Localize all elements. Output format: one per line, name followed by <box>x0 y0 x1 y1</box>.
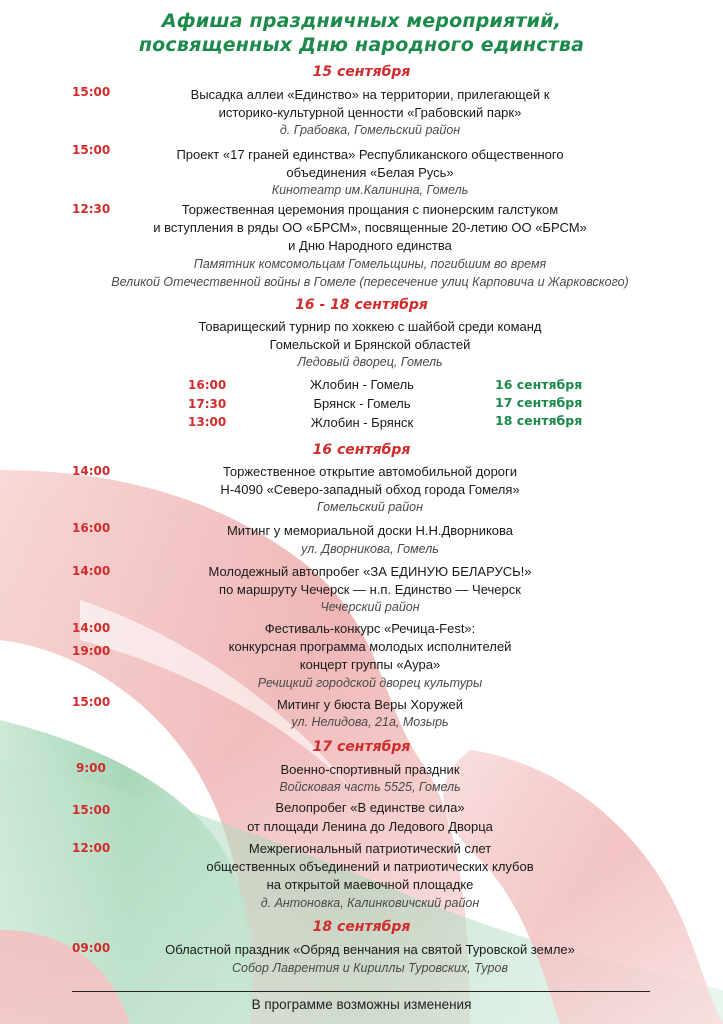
event-location: д. Грабовка, Гомельский район <box>279 123 461 137</box>
event-time: 9:00 <box>76 761 106 775</box>
event-title-line: объединения «Белая Русь» <box>286 165 454 180</box>
event-title-line: по маршруту Чечерск — н.п. Единство — Чечерск <box>219 582 521 597</box>
match-teams: Жлобин - Гомель <box>310 377 414 392</box>
match-date: 18 сентября <box>495 413 583 428</box>
date-heading: 17 сентября <box>312 739 411 755</box>
event-location: Войсковая часть 5525, Гомель <box>279 780 461 794</box>
event-time-secondary: 19:00 <box>72 644 111 658</box>
event-time: 09:00 <box>72 941 111 955</box>
event-location: ул. Дворникова, Гомель <box>301 542 439 556</box>
event-time: 15:00 <box>72 143 111 157</box>
match-time: 17:30 <box>188 397 227 411</box>
match-time: 13:00 <box>188 415 227 429</box>
event-title-line: Высадка аллеи «Единство» на территории, прилегающей к <box>190 87 550 102</box>
event-title-line: Митинг у бюста Веры Хоружей <box>276 697 464 712</box>
event-location: Чечерский район <box>320 600 420 614</box>
event-title-line: Областной праздник «Обряд венчания на святой Туровской земле» <box>165 942 575 957</box>
event-time: 14:00 <box>72 564 111 578</box>
event-time: 14:00 <box>72 621 111 635</box>
event-time: 15:00 <box>72 803 111 817</box>
event-title-line: Торжественная церемония прощания с пионерским галстуком <box>181 202 559 217</box>
event-location: Памятник комсомольцам Гомельщины, погибшим во время <box>193 257 547 271</box>
match-date: 17 сентября <box>495 395 583 410</box>
event-title-line: на открытой маевочной площадке <box>266 877 474 892</box>
date-heading: 16 сентября <box>312 442 411 458</box>
event-location: Собор Лаврентия и Кириллы Туровских, Туров <box>232 961 508 975</box>
event-title-line: концерт группы «Аура» <box>299 657 441 672</box>
date-heading: 18 сентября <box>312 919 411 935</box>
event-time: 15:00 <box>72 695 111 709</box>
match-teams: Брянск - Гомель <box>313 396 411 411</box>
event-title-line: Товарищеский турнир по хоккею с шайбой среди команд <box>198 319 542 334</box>
page-title-line-1: Афиша праздничных мероприятий, <box>161 10 562 32</box>
event-time: 16:00 <box>72 521 111 535</box>
match-teams: Жлобин - Брянск <box>310 415 414 430</box>
event-title-line: историко-культурной ценности «Грабовский парк» <box>218 105 522 120</box>
event-title-line: Велопробег «В единстве сила» <box>275 800 465 815</box>
event-time: 12:30 <box>72 202 111 216</box>
event-title-line: Межрегиональный патриотический слет <box>248 841 492 856</box>
event-title-line: Фестиваль-конкурс «Речица-Fest»: <box>264 621 476 636</box>
event-title-line: общественных объединений и патриотических клубов <box>206 859 534 874</box>
event-time: 15:00 <box>72 85 111 99</box>
event-title-line: Торжественное открытие автомобильной дороги <box>222 464 518 479</box>
event-location: Великой Отечественной войны в Гомеле (пересечение улиц Карповича и Жарковского) <box>111 275 629 289</box>
match-date: 16 сентября <box>495 377 583 392</box>
event-location: Гомельский район <box>317 500 423 514</box>
date-heading: 16 - 18 сентября <box>295 297 428 313</box>
event-location: ул. Нелидова, 21а, Мозырь <box>291 715 449 729</box>
footer-divider <box>72 991 650 992</box>
event-title-line: и Дню Народного единства <box>288 238 452 253</box>
event-title-line: и вступления в ряды ОО «БРСМ», посвященные 20-летию ОО «БРСМ» <box>153 220 587 235</box>
event-location: Кинотеатр им.Калинина, Гомель <box>271 183 469 197</box>
date-heading: 15 сентября <box>312 64 411 80</box>
event-title-line: Проект «17 граней единства» Республиканского общественного <box>176 147 564 162</box>
page-title-line-2: посвященных Дню народного единства <box>138 34 585 56</box>
event-location: Ледовый дворец, Гомель <box>297 355 443 369</box>
event-title-line: Военно-спортивный праздник <box>280 762 460 777</box>
event-title-line: Н-4090 «Северо-западный обход города Гомеля» <box>220 482 520 497</box>
event-title-line: конкурсная программа молодых исполнителей <box>228 639 512 654</box>
event-title-line: Молодежный автопробег «ЗА ЕДИНУЮ БЕЛАРУСЬ!» <box>208 564 532 579</box>
event-title-line: от площади Ленина до Ледового Дворца <box>247 819 493 834</box>
event-title-line: Митинг у мемориальной доски Н.Н.Дворникова <box>226 523 514 538</box>
event-location: Речицкий городской дворец культуры <box>257 676 483 690</box>
match-time: 16:00 <box>188 378 227 392</box>
event-location: д. Антоновка, Калинковичский район <box>260 896 480 910</box>
footer-note: В программе возможны изменения <box>251 997 472 1012</box>
event-title-line: Гомельской и Брянской областей <box>269 337 471 352</box>
event-time: 12:00 <box>72 841 111 855</box>
event-time: 14:00 <box>72 464 111 478</box>
